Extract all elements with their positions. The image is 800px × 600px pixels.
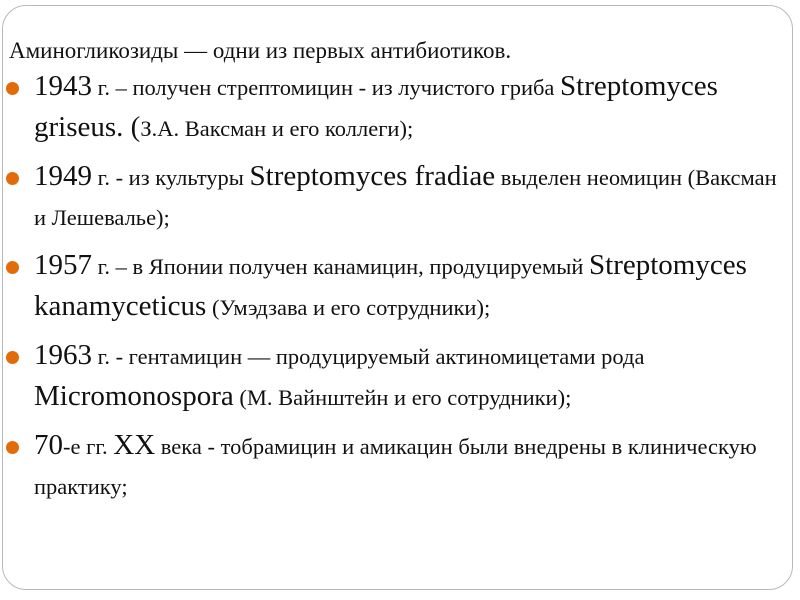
bullet-text-segment: Streptomyces fradiae (249, 160, 496, 192)
bullet-item (6, 247, 781, 329)
bullet-text (34, 427, 781, 508)
history-bullet-list (6, 68, 781, 516)
bullet-text-segment: выделен неомицин (Ваксман и Лешевалье); (34, 165, 777, 230)
bullet-item (6, 158, 781, 239)
bullet-text-segment: г. – получен стрептомицин - из лучистого гриба (92, 75, 561, 100)
bullet-dot-icon (6, 82, 19, 95)
bullet-text-segment: (М. Вайнштейн и его сотрудники); (233, 385, 572, 410)
bullet-dot-icon (6, 261, 19, 274)
bullet-text-segment: г. - из культуры (92, 165, 250, 190)
bullet-text-segment: г. – в Японии получен канамицин, продуцируемый (92, 254, 590, 279)
bullet-item (6, 337, 781, 419)
bullet-text (34, 68, 781, 150)
bullet-text (34, 158, 781, 239)
bullet-text-segment: 1943 (34, 70, 92, 102)
slide-heading: Аминогликозиды — одни из первых антибиотиков. (9, 38, 512, 63)
bullet-text-segment: г. - гентамицин — продуцируемый актиномицетами рода (92, 344, 645, 369)
bullet-text (34, 247, 781, 329)
bullet-item (6, 68, 781, 150)
bullet-text-segment: 1957 (34, 249, 92, 281)
bullet-dot-icon (6, 351, 19, 364)
bullet-text-segment: 1963 (34, 339, 92, 371)
bullet-text-segment: -е гг. (63, 434, 114, 459)
bullet-text-segment: века - тобрамицин и амикацин были внедрены в клиническую практику; (34, 434, 757, 499)
bullet-text-segment: Streptomyces kanamyceticus (34, 249, 747, 322)
bullet-dot-icon (6, 441, 19, 454)
bullet-text-segment: З.А. Ваксман и его коллеги); (140, 116, 414, 141)
bullet-text-segment: XX (113, 429, 156, 461)
bullet-text-segment: Micromonospora (34, 380, 234, 412)
bullet-dot-icon (6, 172, 19, 185)
bullet-text-segment: (Умэдзава и его сотрудники); (206, 295, 491, 320)
bullet-text-segment: Streptomyces griseus. ( (34, 70, 718, 143)
bullet-text (34, 337, 781, 419)
bullet-text-segment: 70 (34, 429, 63, 461)
bullet-text-segment: 1949 (34, 160, 92, 192)
bullet-item (6, 427, 781, 508)
